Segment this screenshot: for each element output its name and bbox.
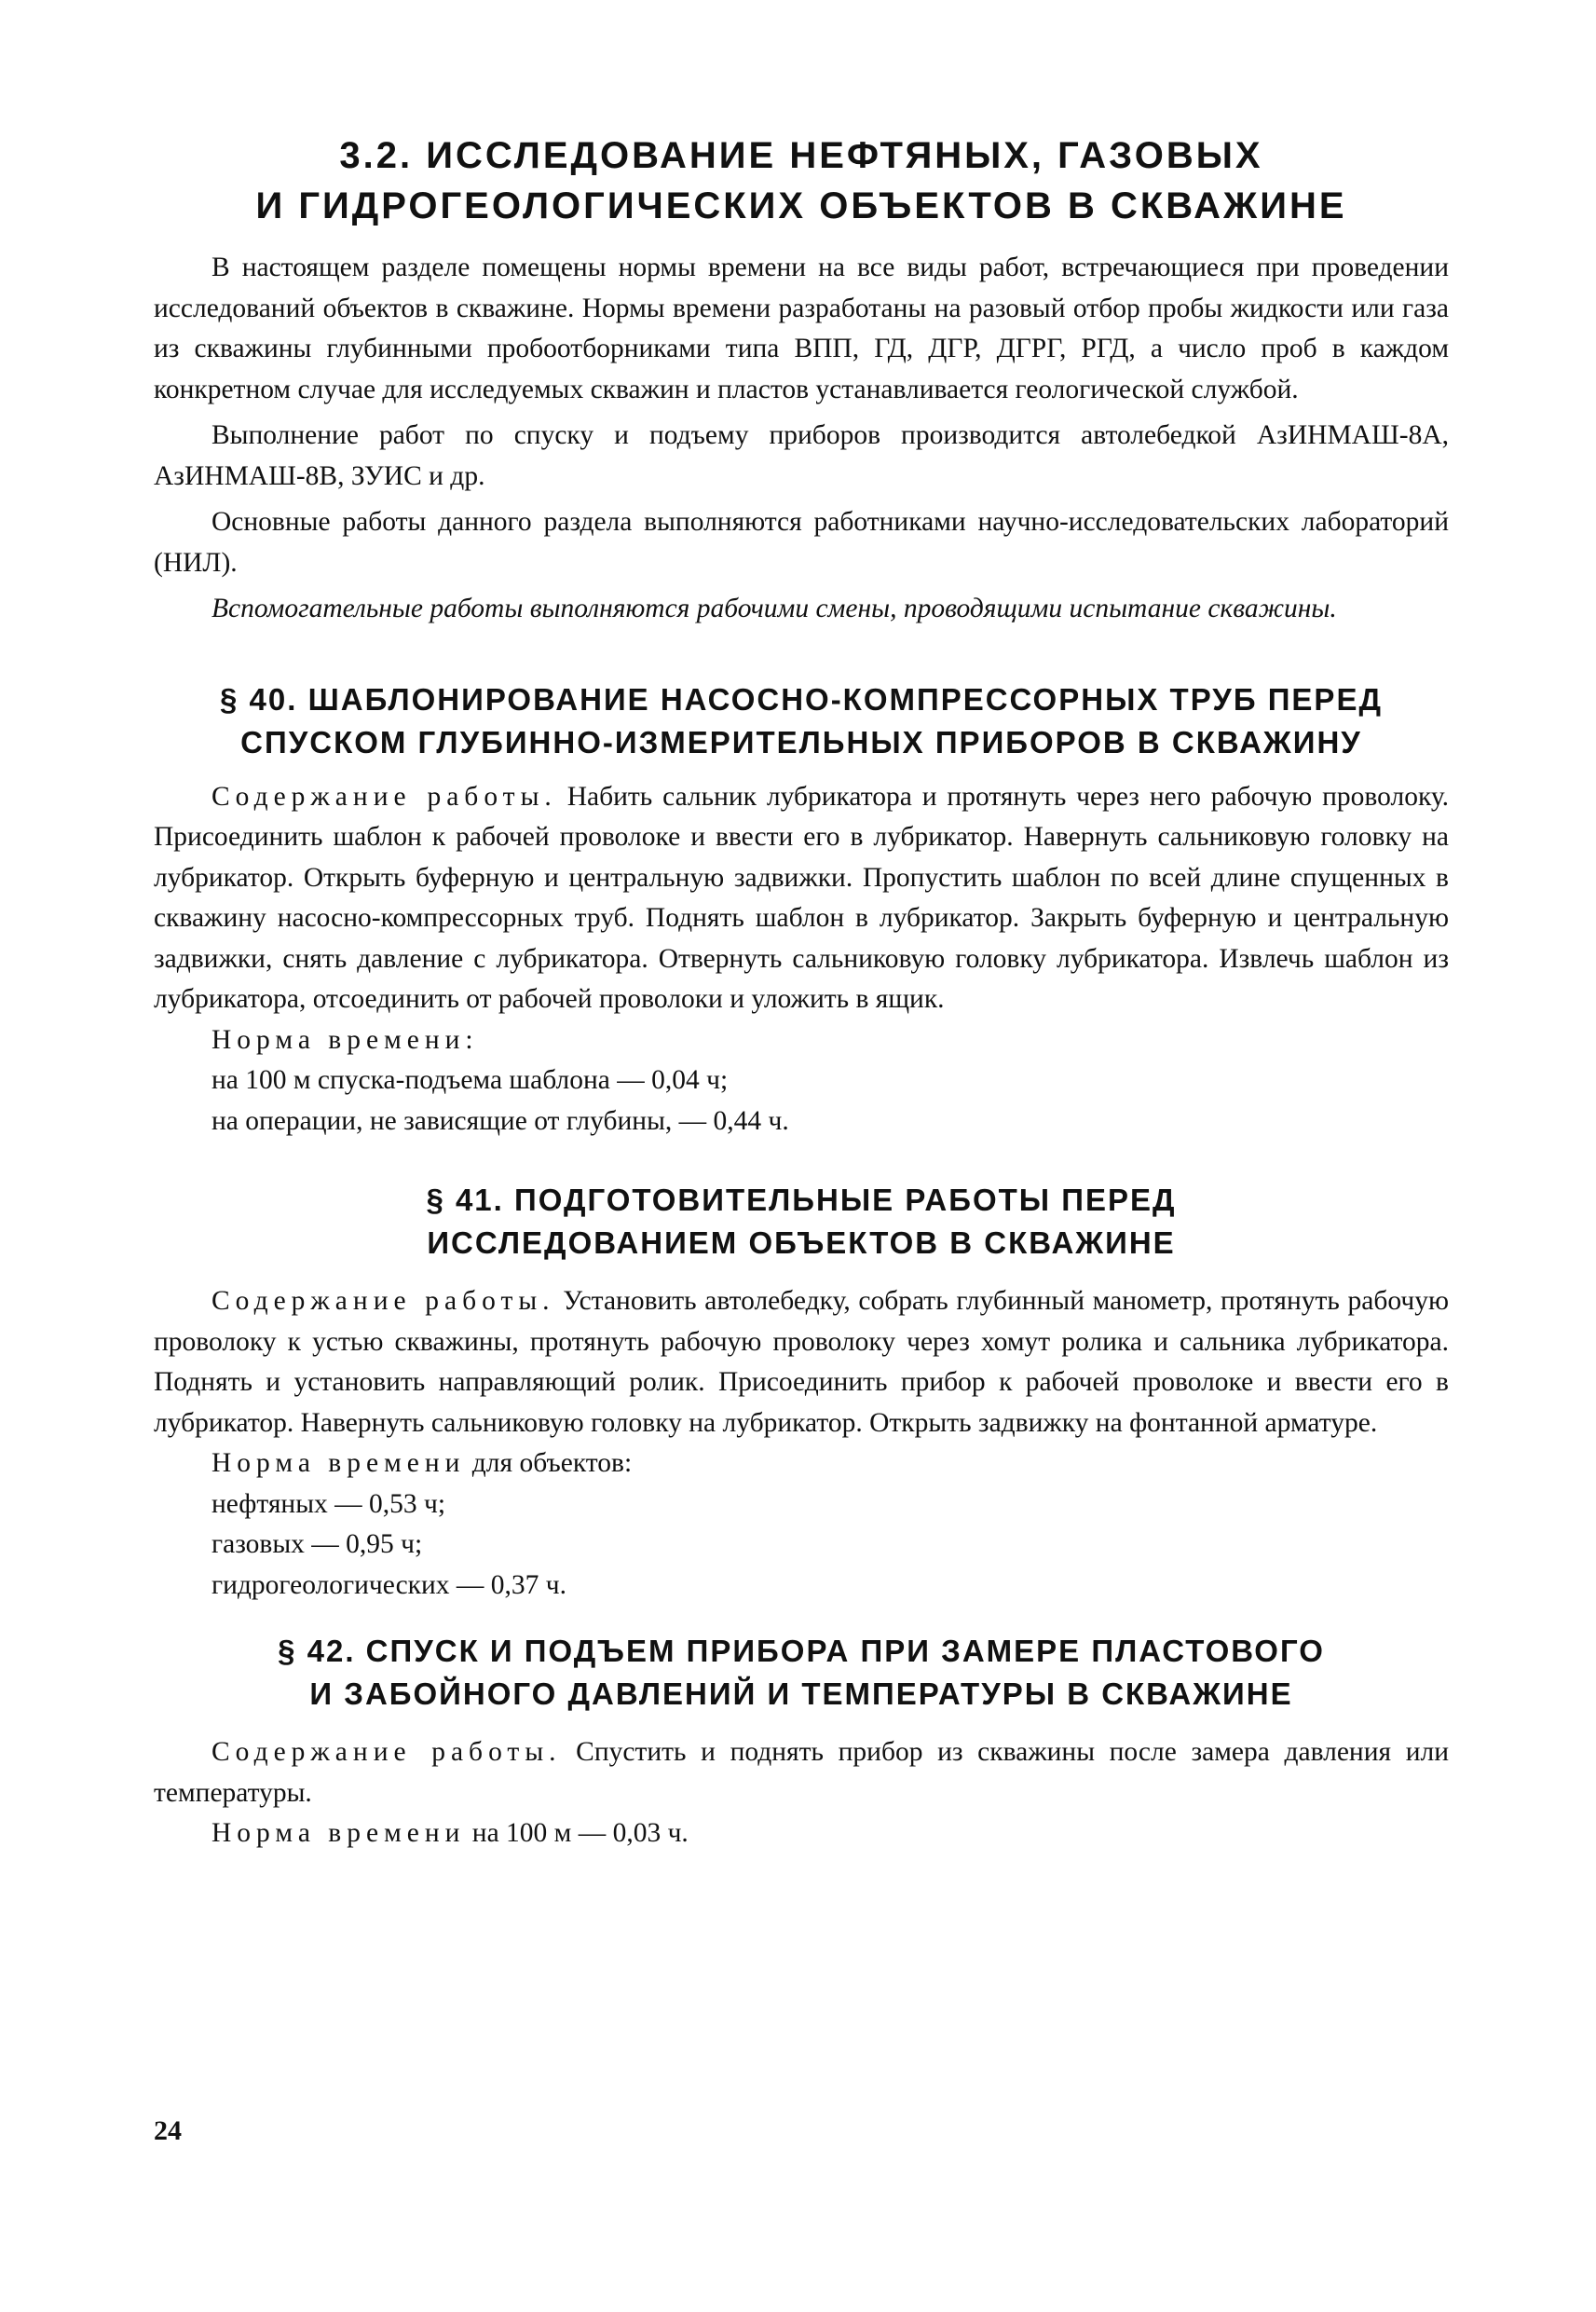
content-label: Содержание работы. bbox=[211, 781, 557, 812]
norm-suffix: для объектов: bbox=[471, 1448, 633, 1478]
norm-value: на 100 м — 0,03 ч. bbox=[471, 1818, 689, 1848]
norm-item: газовых — 0,95 ч; bbox=[211, 1529, 423, 1559]
paragraph-41-title bbox=[154, 1179, 1449, 1265]
content-text: Установить автолебедку, собрать глубинный манометр, протянуть рабочую проволоку к устью скважины, протянуть рабочую проволоку через хомут ролика и сальника лубрикатора. Поднять и установить направляющий ролик. Присоединить прибор к рабочей проволоке и ввести его в лубрикатор. Навернуть сальниковую головку на лубрикатор. Открыть задвижку на фонтанной арматуре. bbox=[154, 1286, 1450, 1438]
norm-heading bbox=[154, 1813, 1449, 1854]
norm-item: на операции, не зависящие от глубины, — 0,44 ч. bbox=[211, 1105, 789, 1136]
norm-label: Норма времени bbox=[211, 1448, 466, 1478]
content-label: Содержание работы. bbox=[211, 1737, 562, 1767]
norm-item: на 100 м спуска-подъема шаблона — 0,04 ч; bbox=[211, 1065, 729, 1095]
intro-paragraph: Основные работы данного раздела выполняются работниками научно-исследовательских лабораторий (НИЛ). bbox=[154, 507, 1449, 578]
paragraph-42-title-line: § 42. СПУСК И ПОДЪЕМ ПРИБОРА ПРИ ЗАМЕРЕ ПЛАСТОВОГО bbox=[278, 1634, 1325, 1668]
norm-item: нефтяных — 0,53 ч; bbox=[211, 1488, 446, 1519]
paragraph-42-title bbox=[154, 1630, 1449, 1716]
paragraph-40-title-line: § 40. ШАБЛОНИРОВАНИЕ НАСОСНО-КОМПРЕССОРНЫХ ТРУБ ПЕРЕД bbox=[220, 681, 1383, 717]
content-label: Содержание работы. bbox=[211, 1286, 555, 1316]
page-content bbox=[154, 130, 1449, 1854]
paragraph-40-content bbox=[154, 777, 1449, 1020]
norm-heading bbox=[154, 1443, 1449, 1484]
intro-paragraph-italic: Вспомогательные работы выполняются рабочими смены, проводящими испытание скважины. bbox=[211, 594, 1337, 623]
page-number: 24 bbox=[154, 2115, 182, 2146]
norm-label: Норма времени bbox=[211, 1818, 466, 1848]
paragraph-42-content bbox=[154, 1732, 1449, 1813]
paragraph-41-content bbox=[154, 1281, 1449, 1443]
content-text: Спустить и поднять прибор из скважины после замера давления или температуры. bbox=[154, 1737, 1450, 1808]
paragraph-41-title-line: ИССЛЕДОВАНИЕМ ОБЪЕКТОВ В СКВАЖИНЕ bbox=[427, 1225, 1176, 1260]
paragraph-41-title-line: § 41. ПОДГОТОВИТЕЛЬНЫЕ РАБОТЫ ПЕРЕД bbox=[426, 1183, 1177, 1217]
section-title bbox=[154, 130, 1449, 231]
norm-label: Норма времени: bbox=[211, 1024, 479, 1055]
intro-paragraph: В настоящем разделе помещены нормы времени на все виды работ, встречающиеся при проведении исследований объектов в скважине. Нормы времени разработаны на разовый отбор пробы жидкости или газа из скважины глубинными пробоотборниками типа ВПП, ГД, ДГР, ДГРГ, РГД, а число проб в каждом конкретном случае для исследуемых скважин и пластов устанавливается геологической службой. bbox=[154, 253, 1449, 404]
content-text: Набить сальник лубрикатора и протянуть через него рабочую проволоку. Присоединить шаблон к рабочей проволоке и ввести его в лубрикатор. Навернуть сальниковую головку на лубрикатор. Открыть буферную и центральную задвижки. Пропустить шаблон по всей длине спущенных в скважину насосно-компрессорных труб. Поднять шаблон в лубрикатор. Закрыть буферную и центральную задвижки, снять давление с лубрикатора. Отвернуть сальниковую головку лубрикатора. Извлечь шаблон из лубрикатора, отсоединить от рабочей проволоки и уложить в ящик. bbox=[154, 781, 1450, 1014]
paragraph-42-title-line: И ЗАБОЙНОГО ДАВЛЕНИЙ И ТЕМПЕРАТУРЫ В СКВАЖИНЕ bbox=[309, 1676, 1293, 1711]
intro-paragraph: Выполнение работ по спуску и подъему приборов производится автолебедкой АзИНМАШ-8А, АзИНМАШ-8В, ЗУИС и др. bbox=[154, 420, 1449, 491]
norm-item: гидрогеологических — 0,37 ч. bbox=[211, 1569, 567, 1600]
paragraph-40-title-line: СПУСКОМ ГЛУБИННО-ИЗМЕРИТЕЛЬНЫХ ПРИБОРОВ В СКВАЖИНУ bbox=[240, 724, 1362, 759]
section-title-line: 3.2. ИССЛЕДОВАНИЕ НЕФТЯНЫХ, ГАЗОВЫХ bbox=[339, 135, 1263, 176]
paragraph-40-title bbox=[154, 678, 1449, 764]
section-title-line: И ГИДРОГЕОЛОГИЧЕСКИХ ОБЪЕКТОВ В СКВАЖИНЕ bbox=[255, 185, 1347, 226]
